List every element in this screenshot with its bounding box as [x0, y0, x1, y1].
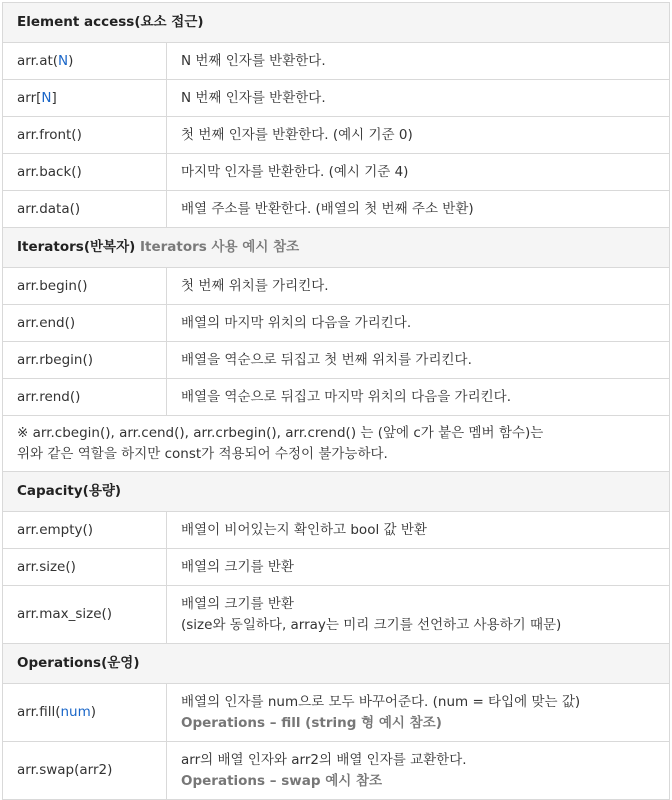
iterators-example-reference: Iterators 사용 예시 참조 — [140, 239, 300, 255]
function-cell: arr.swap(arr2) — [3, 742, 167, 800]
table-row — [3, 117, 670, 154]
table-row — [3, 512, 670, 549]
const-iterators-note: ※ arr.cbegin(), arr.cend(), arr.crbegin(), arr.crend() 는 (앞에 c가 붙은 멤버 함수)는 위와 같은 역할을 하지만 const가 적용되어 수정이 불가능하다. — [3, 416, 670, 472]
table-row — [3, 342, 670, 379]
table-row — [3, 416, 670, 472]
description-cell: 배열을 역순으로 뒤집고 마지막 위치의 다음을 가리킨다. — [167, 379, 670, 416]
table-row — [3, 742, 670, 800]
function-cell: arr.fill(num) — [3, 684, 167, 742]
function-cell: arr.front() — [3, 117, 167, 154]
table-row — [3, 154, 670, 191]
table-row — [3, 80, 670, 117]
function-cell: arr.begin() — [3, 268, 167, 305]
function-cell: arr.data() — [3, 191, 167, 228]
section-header-operations: Operations(운영) — [3, 644, 670, 684]
function-cell: arr[N] — [3, 80, 167, 117]
function-cell: arr.rend() — [3, 379, 167, 416]
array-functions-table — [2, 2, 670, 800]
description-cell: 배열의 크기를 반환 (size와 동일하다, array는 미리 크기를 선언하고 사용하기 때문) — [167, 586, 670, 644]
table-row — [3, 268, 670, 305]
function-cell: arr.back() — [3, 154, 167, 191]
section-header-iterators: Iterators(반복자) Iterators 사용 예시 참조 — [3, 228, 670, 268]
swap-example-reference: Operations – swap 예시 참조 — [181, 772, 383, 789]
table-row — [3, 305, 670, 342]
description-cell: 배열을 역순으로 뒤집고 첫 번째 위치를 가리킨다. — [167, 342, 670, 379]
function-cell: arr.max_size() — [3, 586, 167, 644]
table-row — [3, 586, 670, 644]
function-cell: arr.rbegin() — [3, 342, 167, 379]
function-cell: arr.at(N) — [3, 43, 167, 80]
table-row — [3, 379, 670, 416]
table-row — [3, 684, 670, 742]
section-header-element-access: Element access(요소 접근) — [3, 3, 670, 43]
description-cell: 마지막 인자를 반환한다. (예시 기준 4) — [167, 154, 670, 191]
table-row — [3, 191, 670, 228]
description-cell: 배열 주소를 반환한다. (배열의 첫 번째 주소 반환) — [167, 191, 670, 228]
table-row — [3, 43, 670, 80]
fill-example-reference: Operations – fill (string 형 예시 참조) — [181, 714, 442, 731]
description-cell: 배열의 인자를 num으로 모두 바꾸어준다. (num = 타입에 맞는 값) Operations – fill (string 형 예시 참조) — [167, 684, 670, 742]
description-cell: arr의 배열 인자와 arr2의 배열 인자를 교환한다. Operations – swap 예시 참조 — [167, 742, 670, 800]
section-header-capacity: Capacity(용량) — [3, 472, 670, 512]
description-cell: N 번째 인자를 반환한다. — [167, 80, 670, 117]
description-cell: 첫 번째 위치를 가리킨다. — [167, 268, 670, 305]
description-cell: 배열의 마지막 위치의 다음을 가리킨다. — [167, 305, 670, 342]
description-cell: N 번째 인자를 반환한다. — [167, 43, 670, 80]
function-cell: arr.end() — [3, 305, 167, 342]
description-cell: 배열의 크기를 반환 — [167, 549, 670, 586]
description-cell: 배열이 비어있는지 확인하고 bool 값 반환 — [167, 512, 670, 549]
function-cell: arr.size() — [3, 549, 167, 586]
description-cell: 첫 번째 인자를 반환한다. (예시 기준 0) — [167, 117, 670, 154]
function-cell: arr.empty() — [3, 512, 167, 549]
table-row — [3, 549, 670, 586]
